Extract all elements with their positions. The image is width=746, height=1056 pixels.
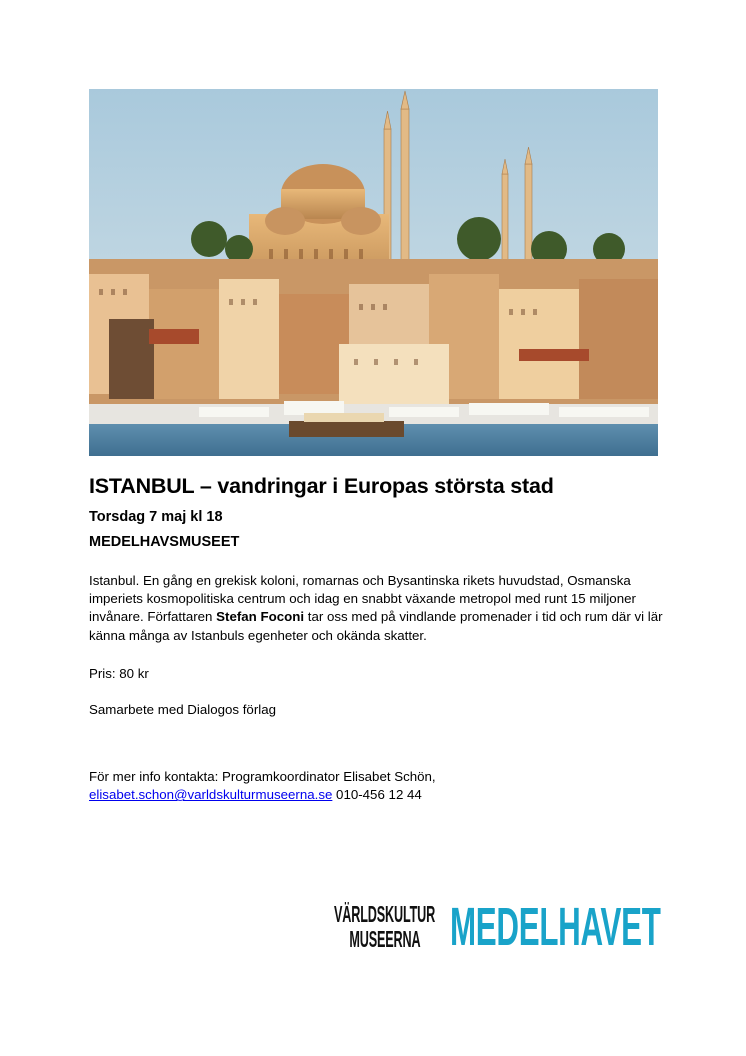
logo-wordmark-black [334, 902, 442, 954]
contact-info [89, 768, 664, 804]
istanbul-illustration [89, 89, 658, 456]
contact-email-link[interactable]: elisabet.schon@varldskulturmuseerna.se [89, 787, 333, 803]
museum-logo [334, 897, 661, 957]
event-venue: MEDELHAVSMUSEET [89, 534, 240, 550]
logo-brand: MEDELHAVET [450, 897, 661, 957]
description-part1: Istanbul. En gång en grekisk koloni, romarnas och Bysantinska rikets huvudstad, Osmanska imperiets kosmopolitiska centrum och idag en snabbt växande metropol med runt 15 miljoner invånare. Författaren [89, 573, 636, 625]
event-title: ISTANBUL – vandringar i Europas största stad [89, 474, 554, 498]
contact-phone: 010-456 12 44 [332, 787, 422, 803]
istanbul-photo [89, 89, 658, 456]
description-part2: tar oss med på vindlande promenader i tid och rum där vi lär känna många av Istanbuls egenheter och okända skatter. [89, 609, 663, 643]
event-price: Pris: 80 kr [89, 666, 149, 681]
collaboration-note: Samarbete med Dialogos förlag [89, 702, 276, 717]
logo-line1: VÄRLDSKULTUR [334, 901, 436, 927]
author-name: Stefan Foconi [216, 609, 305, 625]
contact-line: För mer info kontakta: Programkoordinator Elisabet Schön, [89, 769, 436, 784]
event-date: Torsdag 7 maj kl 18 [89, 509, 223, 525]
event-description [89, 572, 664, 645]
logo-line2: MUSEERNA [349, 926, 421, 952]
